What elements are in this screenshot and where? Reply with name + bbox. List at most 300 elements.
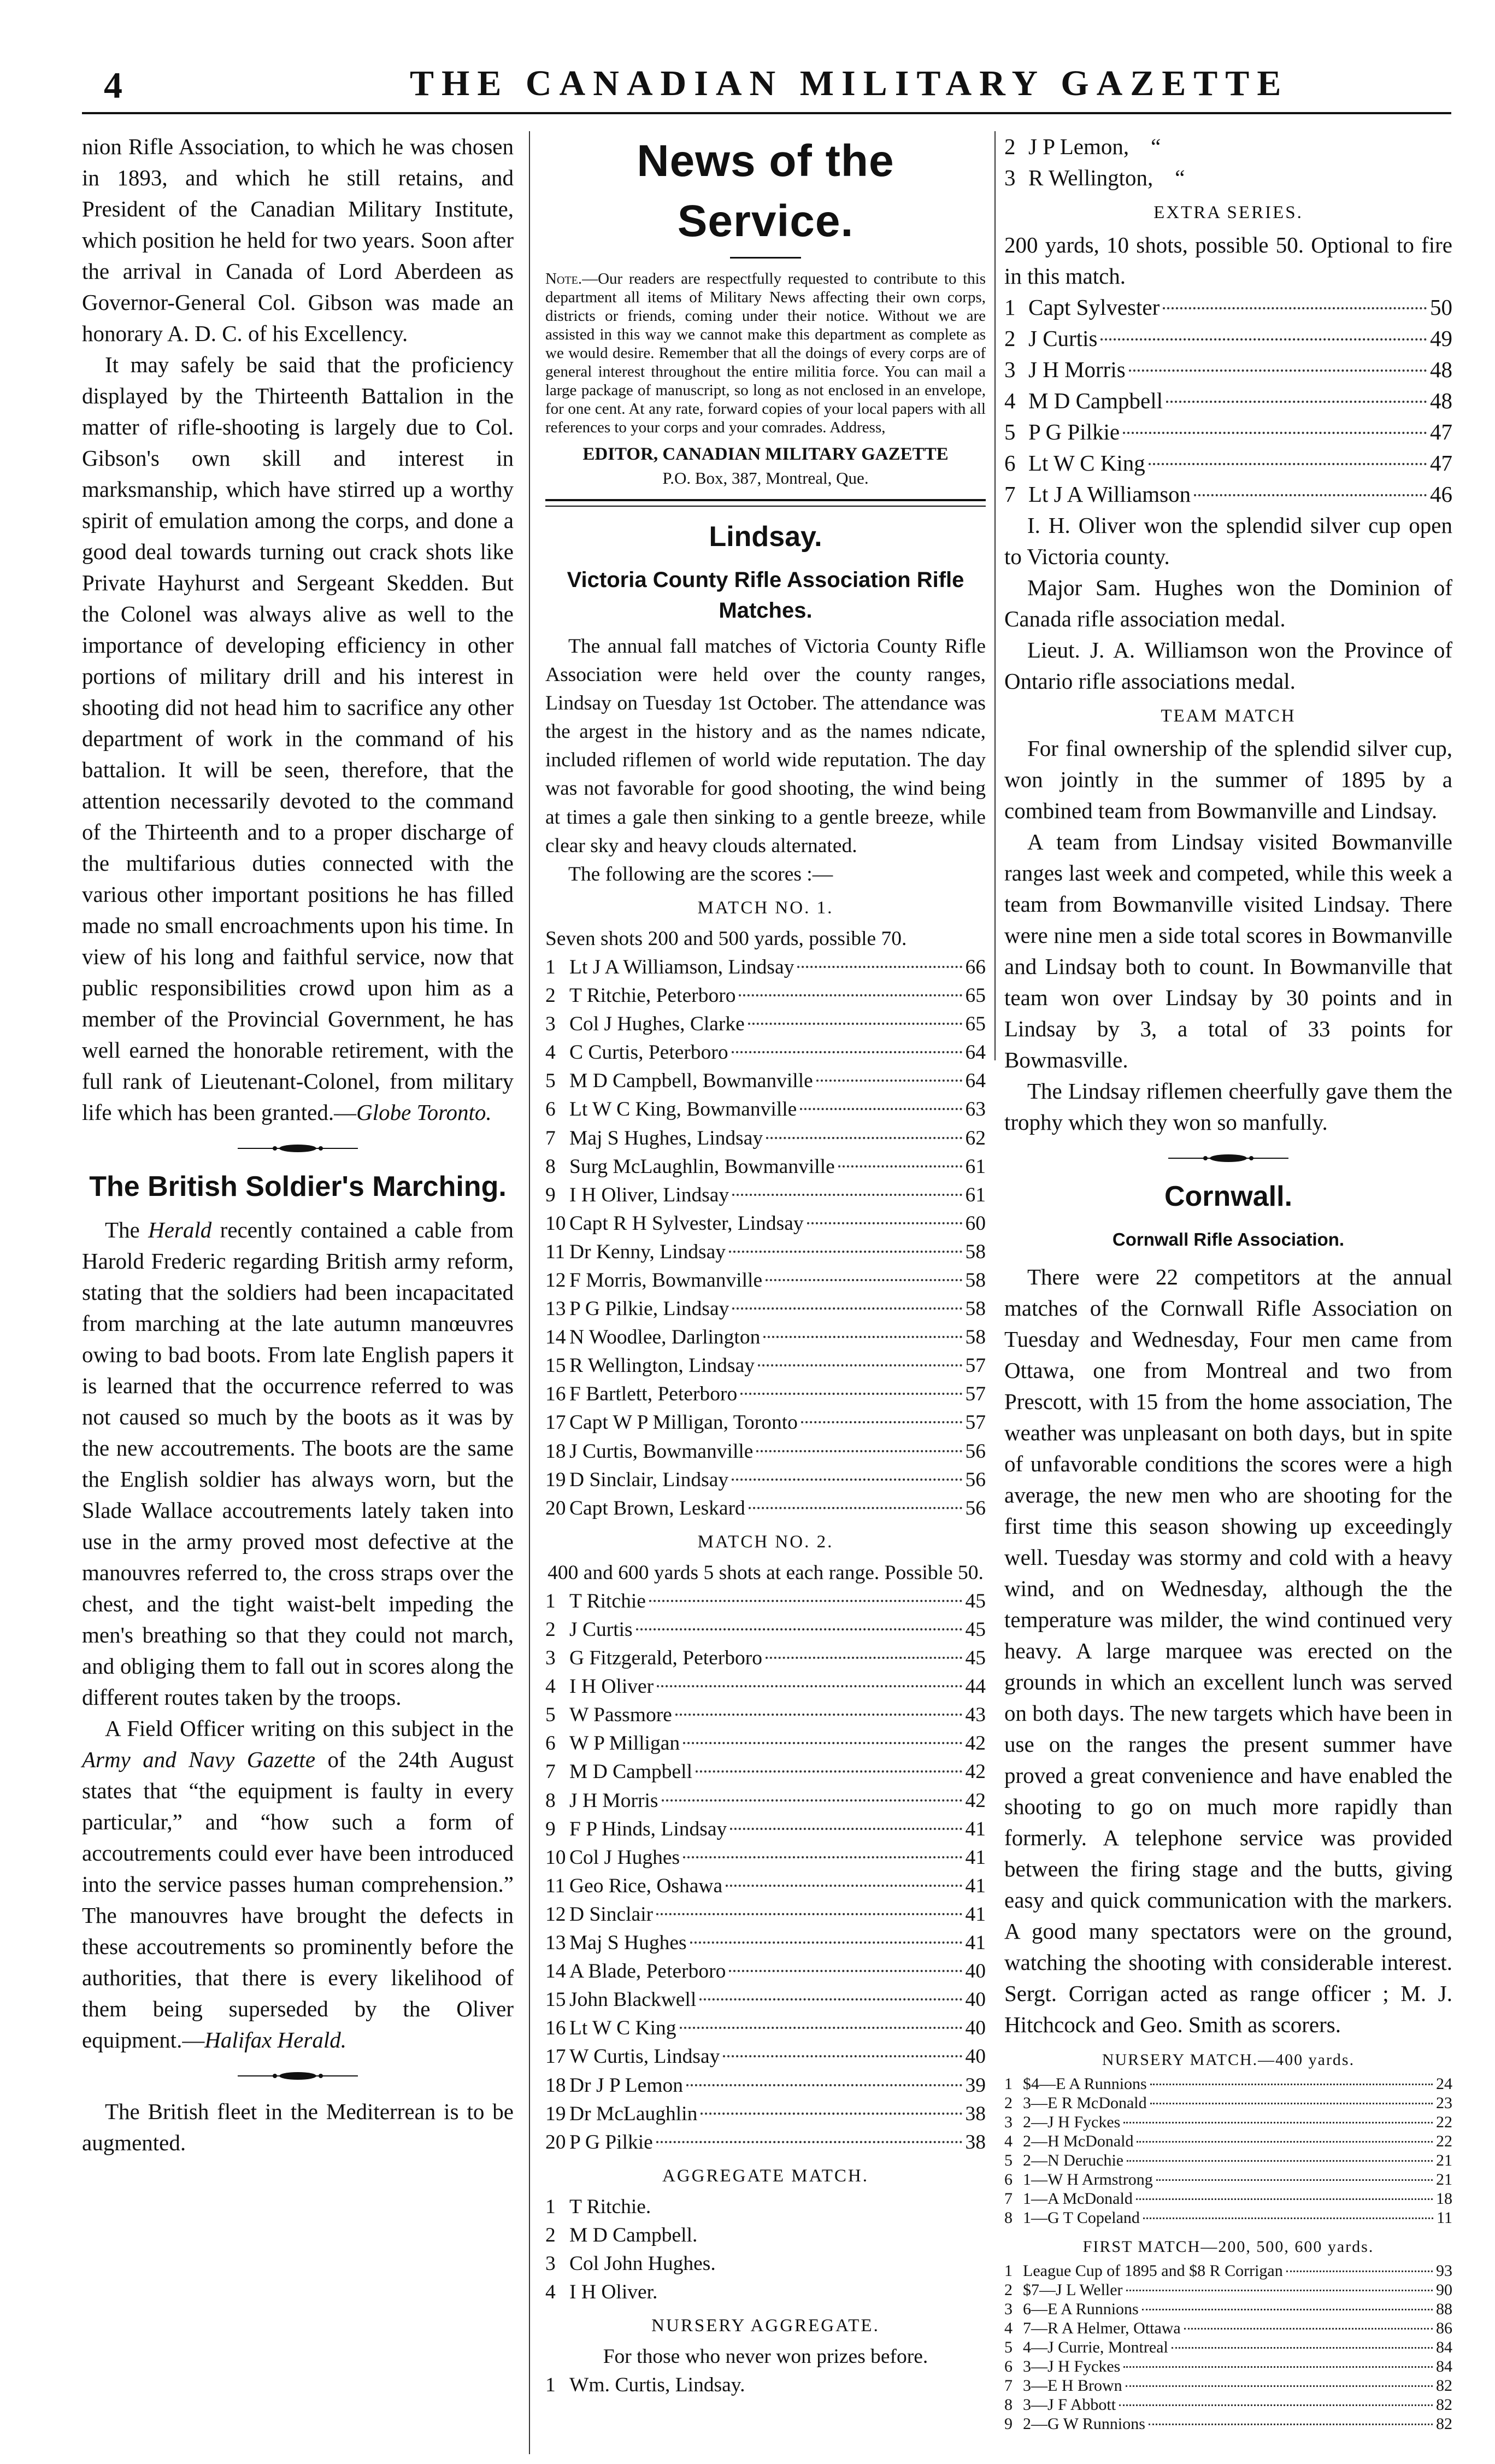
row-number: 4 [545, 2281, 556, 2304]
dot-leader [1286, 2271, 1433, 2272]
row-number: 5 [545, 1704, 556, 1727]
lindsay-paragraph: The following are the scores :— [568, 863, 833, 885]
dot-leader [756, 1450, 962, 1452]
text-span: A Field Officer writing on this subject in the [105, 1716, 514, 1741]
competitor-name: Capt W P Milligan, Toronto [569, 1411, 798, 1434]
match-description: 400 and 600 yards 5 shots at each range. Possible 50. [548, 1561, 984, 1584]
dot-leader [1149, 463, 1427, 465]
competitor-name: A Blade, Peterboro [569, 1960, 726, 1983]
score-value: 82 [1436, 2415, 1452, 2433]
score-value: 58 [965, 1326, 986, 1349]
list-row [545, 982, 986, 1010]
row-number: 12 [545, 1903, 566, 1926]
row-number: 20 [545, 1497, 566, 1520]
newspaper-name: Herald [148, 1217, 212, 1242]
text-span: It may safely be said that the proficiency displayed by the Thirteenth Battalion in the matter of rifle-shooting is largely due to Col. Gibson's own skill and interest in marksmanship, which have stirred up a worthy spirit of emulation among the corps, and done a good deal towards turning out crack shots like Private Hayhurst and Sergeant Skedden. But the Colonel was always alive as well to the importance of developing efficiency in other portions of military drill and his interest in shooting did not head him to sacrifice any other department of work in the command of his battalion. It will be seen, therefore, that the attention necessarily devoted to the command of the Thirteenth and to a proper discharge of the multifarious duties connected with the various other important positions he has filled made no small encroachments upon his time. In view of his long and faithful service, now that public responsibilities crowd upon him as a member of the Provincial Government, he has well earned the honorable retirement, with the full rank of Lieutenant-Colonel, from military life which has been granted.— [82, 352, 514, 1125]
dot-leader [662, 1799, 962, 1802]
list-row [545, 1957, 986, 1986]
score-value: 49 [1430, 326, 1452, 351]
row-number: 4 [1004, 2132, 1013, 2150]
row-number: 7 [1004, 2190, 1013, 2208]
row-number: 3 [545, 2252, 556, 2275]
dot-leader [1184, 2328, 1433, 2330]
dot-leader [1194, 494, 1427, 496]
list-row [1004, 292, 1452, 323]
competitor-name: I H Oliver. [569, 2281, 658, 2304]
row-number: 5 [1004, 2338, 1013, 2356]
score-value: 82 [1436, 2377, 1452, 2395]
score-value: 48 [1430, 388, 1452, 413]
row-number: 14 [545, 1326, 566, 1349]
competitor-name: Capt Sylvester [1028, 295, 1160, 320]
list-row [1004, 131, 1452, 162]
list-row [545, 1644, 986, 1673]
score-value: 86 [1436, 2319, 1452, 2337]
dot-leader [732, 1307, 962, 1310]
row-number: 2 [545, 2224, 556, 2246]
row-number: 5 [1004, 2151, 1013, 2169]
dot-leader [748, 1023, 962, 1025]
row-number: 10 [545, 1212, 566, 1235]
score-value: 90 [1436, 2281, 1452, 2299]
list-row [545, 1210, 986, 1238]
article-heading: Lindsay. [709, 521, 822, 553]
list-row [1004, 2074, 1452, 2093]
row-number: 5 [545, 1070, 556, 1093]
competitor-name: 6—E A Runnions [1023, 2300, 1139, 2318]
team-paragraph: For final ownership of the splendid silver cup, won jointly in the summer of 1895 by a combined team from Bowmanville and Lindsay. [1004, 736, 1452, 823]
list-row [545, 2278, 986, 2307]
article-subheading: Cornwall Rifle Association. [1112, 1229, 1345, 1249]
marching-article-paragraph [82, 1215, 514, 1713]
match-title: NURSERY MATCH.—400 yards. [1102, 2051, 1355, 2069]
competitor-name: M D Campbell. [569, 2224, 698, 2246]
score-value: 38 [965, 2102, 986, 2125]
text-span: The [105, 1217, 149, 1242]
score-value: 11 [1437, 2209, 1452, 2227]
row-number: 6 [545, 1098, 556, 1121]
dot-leader [758, 1364, 962, 1366]
row-number: 2 [545, 984, 556, 1007]
competitor-name: C Curtis, Peterboro [569, 1041, 728, 1064]
list-row [545, 1295, 986, 1323]
row-number: 6 [1004, 2170, 1013, 2189]
competitor-name: R Wellington, [1028, 165, 1153, 190]
score-value: 60 [965, 1212, 986, 1235]
score-value: 42 [965, 1761, 986, 1784]
award-note: Major Sam. Hughes won the Dominion of Canada rifle association medal. [1004, 575, 1452, 631]
column-3 [1004, 131, 1452, 2433]
row-number: 6 [545, 1732, 556, 1755]
list-row [545, 1095, 986, 1124]
score-value: 41 [965, 1932, 986, 1955]
row-number: 18 [545, 1440, 566, 1463]
list-row [1004, 2338, 1452, 2357]
score-value: 44 [965, 1675, 986, 1698]
list-row [1004, 2357, 1452, 2376]
list-row [545, 1238, 986, 1266]
cornwall-paragraph: There were 22 competitors at the annual matches of the Cornwall Rifle Association on Tuesday and Wednesday, Four men came from Ottawa, one from Montreal and two from Prescott, with 15 from the home association, The weather was unpleasant on both days, but in spite of unfavorable conditions the scores were a high average, the new men who are shooting for the first time this season showing up exceedingly well. Tuesday was stormy and cold with a heavy wind, and on Wednesday, although the the temperature was milder, the wind continued very heavy. A large marquee was erected on the grounds in which an excellent lunch was served on both days. The new targets which have been in use on the ranges the present summer have proved a great convenience and have enabled the shooting to go on much more rapidly than formerly. A telephone service was provided between the firing stage and the butts, giving easy and quick communication with the markers. A good many spectators were on the ground, watching the shooting with considerable interest. Sergt. Corrigan acted as range officer ; M. J. Hitchcock and Geo. Smith as scorers. [1004, 1264, 1452, 2037]
score-value: 56 [965, 1497, 986, 1520]
dot-leader [1123, 2122, 1433, 2123]
list-row [545, 1409, 986, 1437]
list-row [1004, 448, 1452, 479]
list-row [1004, 2093, 1452, 2113]
score-value: 40 [965, 1988, 986, 2011]
text-span: —Our readers are respectfully requested to contribute to this department all items of Military News affecting their own corps, districts or friends, coming under their notice. Without we are assisted in this way we cannot make this department as complete as we would desire. Remember that all the doings of every corps are of general interest throughout the entire militia force. You can mail a large package of manuscript, so long as not enclosed in an envelope, for one cent. At any rate, forward copies of your local papers with all references to your corps and your comrades. Address, [545, 270, 986, 436]
dot-leader [838, 1165, 962, 1168]
competitor-name: Dr McLaughlin [569, 2102, 698, 2125]
list-row [1004, 385, 1452, 416]
note-label: Note. [545, 270, 582, 288]
dot-leader [683, 1742, 962, 1744]
score-value: 84 [1436, 2357, 1452, 2375]
list-row [545, 1929, 986, 1957]
row-number: 8 [545, 1789, 556, 1812]
competitor-name: Col J Hughes, Clarke [569, 1013, 745, 1036]
competitor-name: R Wellington, Lindsay [569, 1354, 755, 1377]
source-credit: Halifax Herald. [204, 2027, 346, 2052]
score-list [545, 953, 986, 1523]
row-number: 9 [1004, 2415, 1013, 2433]
row-number: 15 [545, 1988, 566, 2011]
score-value: 47 [1430, 419, 1452, 444]
row-number: 4 [1004, 2319, 1013, 2337]
list-row [545, 1872, 986, 1900]
competitor-name: Surg McLaughlin, Bowmanville [569, 1155, 835, 1178]
competitor-name: 1—A McDonald [1023, 2190, 1133, 2208]
competitor-name: D Sinclair [569, 1903, 654, 1926]
list-row [545, 1787, 986, 1815]
list-row [545, 1323, 986, 1352]
row-number: 3 [1004, 2300, 1013, 2318]
ditto-mark: “ [1151, 134, 1161, 159]
score-value: 88 [1436, 2300, 1452, 2318]
list-row [545, 1352, 986, 1380]
dot-leader [816, 1080, 962, 1082]
list-row [1004, 2208, 1452, 2227]
score-value: 38 [965, 2131, 986, 2154]
list-row [1004, 416, 1452, 448]
double-rule [545, 499, 986, 507]
row-number: 4 [1004, 388, 1016, 413]
competitor-name: J P Lemon, [1028, 134, 1129, 159]
match-description: 200 yards, 10 shots, possible 50. Optional to fire in this match. [1004, 232, 1452, 289]
gibson-article-paragraph: nion Rifle Association, to which he was chosen in 1893, and which he still retains, and President of the Canadian Military Institute, which position he held for two years. Soon after the arrival in Canada of Lord Aberdeen as Governor-General Col. Gibson was made an honorary A. D. C. of his Excellency. [82, 134, 514, 346]
ornament-icon [238, 1143, 358, 1154]
match-title: TEAM MATCH [1161, 706, 1296, 726]
competitor-name: 3—E R McDonald [1023, 2094, 1147, 2112]
dot-leader [1166, 401, 1427, 403]
score-value: 21 [1436, 2151, 1452, 2169]
dot-leader [800, 1108, 962, 1110]
list-row [1004, 2261, 1452, 2280]
list-row [545, 1466, 986, 1494]
score-value: 22 [1436, 2113, 1452, 2131]
list-row [1004, 479, 1452, 510]
row-number: 17 [545, 2045, 566, 2068]
row-number: 3 [545, 1647, 556, 1670]
score-value: 41 [965, 1817, 986, 1840]
score-value: 40 [965, 1960, 986, 1983]
dot-leader [1136, 2198, 1433, 2200]
dot-leader [701, 2113, 962, 2115]
list-row [1004, 2189, 1452, 2208]
list-row [1004, 323, 1452, 354]
dot-leader [1127, 2160, 1433, 2162]
score-value: 45 [965, 1589, 986, 1612]
match-title: NURSERY AGGREGATE. [651, 2316, 880, 2336]
list-row [545, 2014, 986, 2043]
row-number: 10 [545, 1846, 566, 1869]
list-row [1004, 2151, 1452, 2170]
column-rule-1 [529, 131, 530, 2454]
competitor-name: 1—G T Copeland [1023, 2209, 1140, 2227]
competitor-name: Lt W C King [1028, 450, 1145, 476]
score-value: 61 [965, 1183, 986, 1206]
source-credit: Globe Toronto. [356, 1100, 492, 1125]
competitor-name: $7—J L Weller [1023, 2281, 1123, 2299]
marching-article-paragraph [82, 1713, 514, 2056]
page-header [82, 52, 1451, 114]
list-row [545, 1729, 986, 1758]
team-paragraph: A team from Lindsay visited Bowmanville ranges last week and competed, while this week a team from Bowmanville visited Lindsay. There were nine men a side total scores in Bowmanville and Lindsay both to count. In Bowmanville that team won over Lindsay by 30 points and in Lindsay by 3, a total of 33 points for Bowmasville. [1004, 829, 1452, 1072]
match-title: MATCH NO. 2. [697, 1532, 834, 1552]
dot-leader [1119, 2404, 1433, 2406]
list-row [545, 2221, 986, 2250]
dot-leader [729, 1251, 962, 1253]
competitor-name: 7—R A Helmer, Ottawa [1023, 2319, 1181, 2337]
row-number: 5 [1004, 419, 1016, 444]
row-number: 6 [1004, 2357, 1013, 2375]
column-1 [82, 131, 514, 2158]
competitor-name: T Ritchie [569, 1589, 646, 1612]
competitor-name: John Blackwell [569, 1988, 697, 2011]
score-value: 64 [965, 1070, 986, 1093]
competitor-name: F P Hinds, Lindsay [569, 1817, 727, 1840]
list-row [545, 1758, 986, 1786]
competitor-name: W P Milligan [569, 1732, 680, 1755]
competitor-name: Col John Hughes. [569, 2252, 716, 2275]
score-value: 58 [965, 1240, 986, 1263]
dot-leader [801, 1421, 962, 1423]
row-number: 3 [1004, 2113, 1013, 2131]
score-value: 18 [1436, 2190, 1452, 2208]
competitor-name: T Ritchie. [569, 2195, 651, 2218]
dot-leader [1129, 369, 1427, 372]
dot-leader [699, 1998, 962, 2000]
column-2 [545, 131, 986, 2400]
ornament-divider [1004, 1150, 1452, 1166]
fleet-note: The British fleet in the Mediterrean is to be augmented. [82, 2099, 514, 2155]
row-number: 19 [545, 1468, 566, 1491]
list-row [545, 1181, 986, 1210]
competitor-name: G Fitzgerald, Peterboro [569, 1647, 763, 1670]
dot-leader [766, 1279, 962, 1281]
row-number: 3 [1004, 357, 1016, 382]
score-value: 57 [965, 1411, 986, 1434]
list-row [545, 1587, 986, 1616]
competitor-name: M D Campbell [569, 1761, 692, 1784]
score-value: 46 [1430, 482, 1452, 507]
dot-leader [732, 1194, 962, 1196]
list-row [1004, 2280, 1452, 2299]
row-number: 11 [545, 1874, 566, 1897]
dot-leader [683, 1856, 962, 1858]
competitor-name: J H Morris [1028, 357, 1126, 382]
row-number: 6 [1004, 450, 1016, 476]
dot-leader [656, 2141, 962, 2143]
section-masthead: News of the Service. [637, 136, 894, 246]
list-row [545, 1494, 986, 1523]
article-heading: Cornwall. [1164, 1181, 1293, 1212]
dot-leader [730, 1828, 962, 1830]
dot-leader [675, 1714, 962, 1716]
dot-leader [1150, 2084, 1433, 2085]
dot-leader [797, 966, 962, 968]
text-span: recently contained a cable from Harold Frederic regarding British army reform, stating that the soldiers had been incapacitated from marching at the late autumn manœuvres owing to bad boots. From late English papers it is learned that the occurrence referred to was not caused so much by the boots as it was by the new accoutrements. The boots are the same the English soldier has always worn, but the Slade Wallace accoutrements lately taken into use in the army proved most defective at the manouvres referred to, the cross straps over the chest, and the tight waist-belt impeding the men's breathing so that they could not march, and obliging them to fall out in scores along the different routes taken by the troops. [82, 1217, 514, 1710]
score-value: 57 [965, 1354, 986, 1377]
gibson-article-paragraph [82, 349, 514, 1128]
competitor-name: Lt W C King, Bowmanville [569, 1098, 797, 1121]
score-value: 82 [1436, 2396, 1452, 2414]
competitor-name: F Morris, Bowmanville [569, 1269, 763, 1292]
score-value: 58 [965, 1269, 986, 1292]
list-row [545, 1986, 986, 2014]
competitor-name: M D Campbell [1028, 388, 1163, 413]
list-row [1004, 2170, 1452, 2189]
award-note: Lieut. J. A. Williamson won the Province of Ontario rifle associations medal. [1004, 637, 1452, 694]
competitor-name: Maj S Hughes [569, 1932, 687, 1955]
row-number: 11 [545, 1240, 566, 1263]
score-value: 58 [965, 1298, 986, 1321]
competitor-name: Capt R H Sylvester, Lindsay [569, 1212, 804, 1235]
list-row [545, 1010, 986, 1039]
list-row [545, 1900, 986, 1929]
score-value: 65 [965, 1013, 986, 1036]
row-number: 1 [545, 1589, 556, 1612]
competitor-name: 2—G W Runnions [1023, 2415, 1145, 2433]
list-row [545, 1701, 986, 1729]
score-value: 41 [965, 1903, 986, 1926]
dot-leader [749, 1507, 962, 1509]
winner-list [545, 2371, 986, 2400]
score-value: 39 [965, 2074, 986, 2097]
row-number: 13 [545, 1932, 566, 1955]
competitor-name: Col J Hughes [569, 1846, 680, 1869]
row-number: 1 [1004, 2075, 1013, 2093]
row-number: 12 [545, 1269, 566, 1292]
postal-address: P.O. Box, 387, Montreal, Que. [662, 468, 869, 488]
row-number: 15 [545, 1354, 566, 1377]
row-number: 8 [1004, 2396, 1013, 2414]
row-number: 2 [545, 1618, 556, 1641]
competitor-name: Capt Brown, Leskard [569, 1497, 745, 1520]
list-row [545, 2100, 986, 2128]
row-number: 4 [545, 1041, 556, 1064]
list-row [545, 1039, 986, 1067]
dot-leader [686, 2084, 962, 2086]
score-value: 65 [965, 984, 986, 1007]
score-value: 84 [1436, 2338, 1452, 2356]
dot-leader [1123, 432, 1427, 434]
list-row [545, 1438, 986, 1466]
competitor-name: 3—E H Brown [1023, 2377, 1122, 2395]
list-row [545, 1266, 986, 1295]
competitor-name: Dr J P Lemon [569, 2074, 683, 2097]
list-row [1004, 2319, 1452, 2338]
row-number: 9 [545, 1183, 556, 1206]
editor-address-line: EDITOR, CANADIAN MILITARY GAZETTE [582, 444, 949, 464]
score-value: 48 [1430, 357, 1452, 382]
dot-leader [729, 1970, 962, 1972]
score-value: 21 [1436, 2170, 1452, 2189]
ornament-divider [82, 1140, 514, 1157]
publication-title: THE CANADIAN MILITARY GAZETTE [410, 63, 1289, 103]
competitor-name: P G Pilkie [569, 2131, 653, 2154]
competitor-name: 4—J Currie, Montreal [1023, 2338, 1168, 2356]
row-number: 1 [545, 955, 556, 978]
competitor-name: J Curtis, Bowmanville [569, 1440, 754, 1463]
score-value: 62 [965, 1127, 986, 1149]
list-row [545, 2072, 986, 2100]
dot-leader [1150, 2103, 1433, 2104]
competitor-name: M D Campbell, Bowmanville [569, 1070, 813, 1093]
row-number: 2 [1004, 2281, 1013, 2299]
competitor-name: I H Oliver [569, 1675, 654, 1698]
team-paragraph: The Lindsay riflemen cheerfully gave them the trophy which they won so manfully. [1004, 1078, 1452, 1135]
competitor-name: Maj S Hughes, Lindsay [569, 1127, 763, 1149]
competitor-name: J Curtis [1028, 326, 1098, 351]
competitor-name: J Curtis [569, 1618, 633, 1641]
competitor-name: N Woodlee, Darlington [569, 1326, 761, 1349]
column-rule-2 [994, 131, 996, 1060]
dot-leader [766, 1137, 962, 1139]
list-row [545, 1124, 986, 1153]
list-row [545, 1844, 986, 1872]
page-number: 4 [104, 64, 122, 106]
ditto-mark: “ [1175, 165, 1185, 190]
dot-leader [657, 1685, 962, 1687]
list-row [545, 1673, 986, 1701]
row-number: 2 [1004, 2094, 1013, 2112]
score-value: 41 [965, 1874, 986, 1897]
row-number: 1 [1004, 295, 1016, 320]
score-value: 56 [965, 1440, 986, 1463]
competitor-name: Lt J A Williamson [1028, 482, 1191, 507]
dot-leader [636, 1628, 962, 1630]
competitor-name: I H Oliver, Lindsay [569, 1183, 729, 1206]
row-number: 20 [545, 2131, 566, 2154]
score-value: 42 [965, 1732, 986, 1755]
competitor-name: 2—H McDonald [1023, 2132, 1134, 2150]
match-title: EXTRA SERIES. [1153, 203, 1303, 222]
row-number: 4 [545, 1675, 556, 1698]
list-row [1004, 2414, 1452, 2433]
dot-leader [696, 1770, 962, 1773]
competitor-name: P G Pilkie, Lindsay [569, 1298, 729, 1321]
match-title: FIRST MATCH—200, 500, 600 yards. [1082, 2238, 1374, 2256]
dot-leader [690, 1941, 962, 1944]
list-row [545, 1153, 986, 1181]
list-row [545, 2043, 986, 2071]
score-value: 64 [965, 1041, 986, 1064]
list-row [1004, 2299, 1452, 2319]
list-row [545, 1380, 986, 1409]
list-row [545, 1067, 986, 1095]
row-number: 3 [545, 1013, 556, 1036]
dot-leader [1126, 2385, 1433, 2387]
